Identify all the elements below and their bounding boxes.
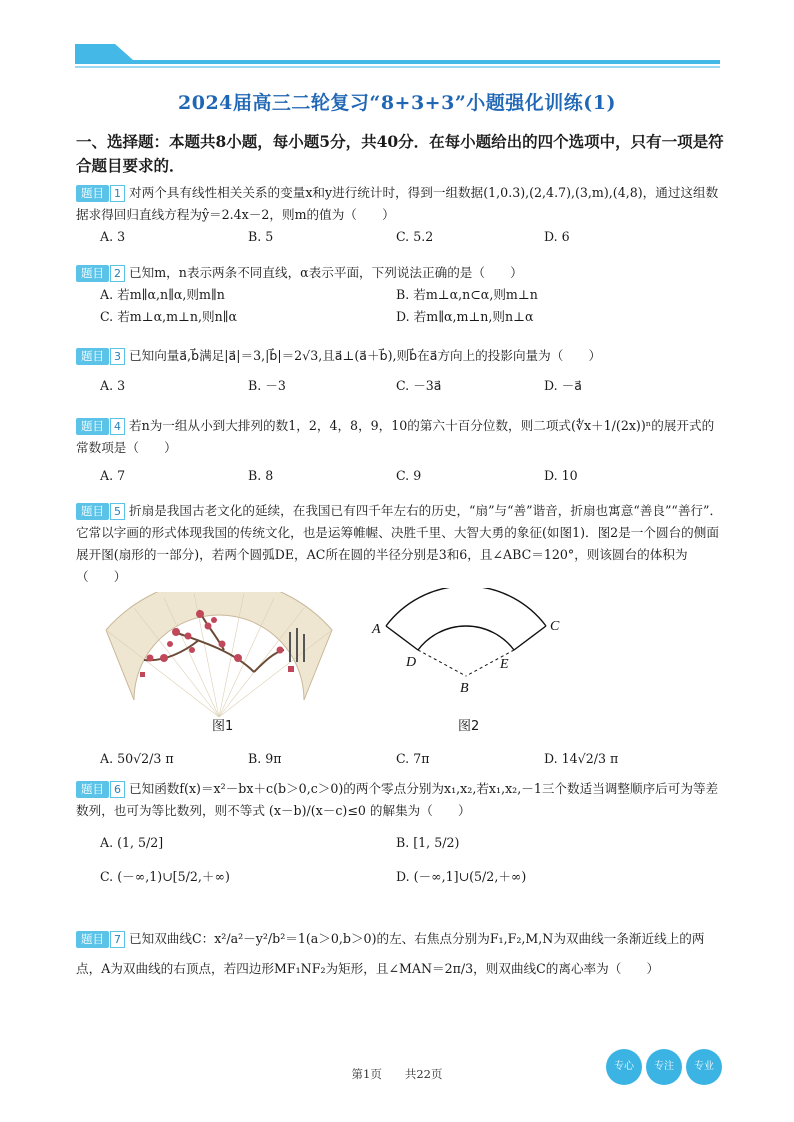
label-e: E xyxy=(500,657,509,672)
question-1 xyxy=(76,182,726,248)
options xyxy=(76,226,726,248)
option-b[interactable]: B. [1, 5/2) xyxy=(396,835,460,850)
badge-1: 专心 xyxy=(606,1049,642,1085)
option-a[interactable]: A. 3 xyxy=(100,229,126,244)
figure-1-caption: 图1 xyxy=(212,719,234,734)
page-footer: 第1页 共22页 xyxy=(351,1067,443,1081)
option-d[interactable]: D. 10 xyxy=(544,468,578,483)
section-heading: 一、选择题：本题共8小题，每小题5分，共40分．在每小题给出的四个选项中，只有一项是符合题目要求的． xyxy=(76,132,724,175)
question-stem: 对两个具有线性相关关系的变量x和y进行统计时，得到一组数据(1,0.3),(2,4.7),(3,m),(4,8)，通过这组数据求得回归直线方程为ŷ＝2.4x－2，则m的值为（ ） xyxy=(76,185,719,222)
question-number: 1 xyxy=(110,185,125,202)
option-d[interactable]: D. (－∞,1]∪(5/2,＋∞) xyxy=(396,869,527,884)
figure-row xyxy=(76,588,726,738)
question-7 xyxy=(76,924,726,984)
question-stem: 若n为一组从小到大排列的数1，2，4，8，9，10的第六十百分位数，则二项式(∜x＋1/(2x))ⁿ的展开式的常数项是（ ） xyxy=(76,418,715,455)
figure-2-caption: 图2 xyxy=(458,719,480,734)
question-number: 4 xyxy=(110,418,125,435)
question-stem: 已知m，n表示两条不同直线，α表示平面，下列说法正确的是（ ） xyxy=(129,265,523,280)
question-stem: 折扇是我国古老文化的延续，在我国已有四千年左右的历史，“扇”与“善”谐音，折扇也寓意“善良”“善行”．它常以字画的形式体现我国的传统文化，也是运筹帷幄、决胜千里、大智大勇的象征(如图1)．图2是一个圆台的侧面展开图(扇形的一部分)，若两个圆弧DE，AC所在圆的半径分别是3和6，且∠ABC＝120°，则该圆台的体积为（ ） xyxy=(76,503,723,584)
option-a[interactable]: A. 7 xyxy=(100,468,126,483)
option-a[interactable]: A. (1, 5/2] xyxy=(100,835,164,850)
header-banner xyxy=(75,44,720,70)
options xyxy=(76,465,726,487)
question-number: 6 xyxy=(110,781,125,798)
label-a: A xyxy=(372,622,381,637)
folding-fan-image xyxy=(104,592,334,732)
question-tag: 题目 xyxy=(76,185,109,202)
option-b[interactable]: B. 9π xyxy=(248,751,282,766)
question-tag: 题目 xyxy=(76,348,109,365)
options-row-1 xyxy=(76,284,726,306)
option-a[interactable]: A. 3 xyxy=(100,378,126,393)
question-tag: 题目 xyxy=(76,931,109,948)
label-d: D xyxy=(406,655,417,670)
question-2 xyxy=(76,262,726,328)
option-c[interactable]: C. 5.2 xyxy=(396,229,434,244)
option-c[interactable]: C. 9 xyxy=(396,468,422,483)
option-c[interactable]: C. 7π xyxy=(396,751,430,766)
question-5 xyxy=(76,500,726,770)
label-c: C xyxy=(550,619,560,634)
option-d[interactable]: D. 14√2/3 π xyxy=(544,751,619,766)
option-c[interactable]: C. 若m⊥α,m⊥n,则n∥α xyxy=(100,309,238,324)
option-b[interactable]: B. 若m⊥α,n⊂α,则m⊥n xyxy=(396,287,538,302)
question-3 xyxy=(76,345,726,397)
question-4 xyxy=(76,415,726,487)
question-number: 2 xyxy=(110,265,125,282)
option-d[interactable]: D. －a⃗ xyxy=(544,378,582,393)
options-row-1 xyxy=(76,832,726,854)
options xyxy=(76,748,726,770)
option-d[interactable]: D. 若m∥α,m⊥n,则n⊥α xyxy=(396,309,534,324)
question-number: 5 xyxy=(110,503,125,520)
badge-3: 专业 xyxy=(686,1049,722,1085)
options xyxy=(76,375,726,397)
label-b: B xyxy=(460,681,469,696)
option-a[interactable]: A. 若m∥α,n∥α,则m∥n xyxy=(100,287,225,302)
option-c[interactable]: C. －3a⃗ xyxy=(396,378,442,393)
option-b[interactable]: B. 8 xyxy=(248,468,274,483)
option-b[interactable]: B. －3 xyxy=(248,378,286,393)
badge-2: 专注 xyxy=(646,1049,682,1085)
question-tag: 题目 xyxy=(76,503,109,520)
question-6 xyxy=(76,778,726,888)
options-row-2 xyxy=(76,306,726,328)
page-title: 2024届高三二轮复习“8+3+3”小题强化训练(1) xyxy=(178,92,616,114)
question-tag: 题目 xyxy=(76,265,109,282)
options-row-2 xyxy=(76,866,726,888)
question-stem: 已知向量a⃗,b⃗满足|a⃗|＝3,|b⃗|＝2√3,且a⃗⊥(a⃗＋b⃗),则b⃗在a⃗方向上的投影向量为（ ） xyxy=(129,348,602,363)
brand-badges xyxy=(606,1049,724,1085)
option-c[interactable]: C. (－∞,1)∪[5/2,＋∞) xyxy=(100,869,230,884)
option-d[interactable]: D. 6 xyxy=(544,229,570,244)
question-number: 7 xyxy=(110,931,125,948)
option-a[interactable]: A. 50√2/3 π xyxy=(100,751,174,766)
question-stem: 已知双曲线C：x²/a²－y²/b²＝1(a＞0,b＞0)的左、右焦点分别为F₁,F₂,M,N为双曲线一条渐近线上的两点，A为双曲线的右顶点，若四边形MF₁NF₂为矩形，且∠MAN＝2π/3，则双曲线C的离心率为（ ） xyxy=(76,931,705,976)
option-b[interactable]: B. 5 xyxy=(248,229,274,244)
question-tag: 题目 xyxy=(76,781,109,798)
question-number: 3 xyxy=(110,348,125,365)
question-tag: 题目 xyxy=(76,418,109,435)
question-stem: 已知函数f(x)＝x²－bx＋c(b＞0,c＞0)的两个零点分别为x₁,x₂,若x₁,x₂,－1三个数适当调整顺序后可为等差数列，也可为等比数列，则不等式 (x－b)/(x－c)≤0 的解集为（ ） xyxy=(76,781,719,818)
